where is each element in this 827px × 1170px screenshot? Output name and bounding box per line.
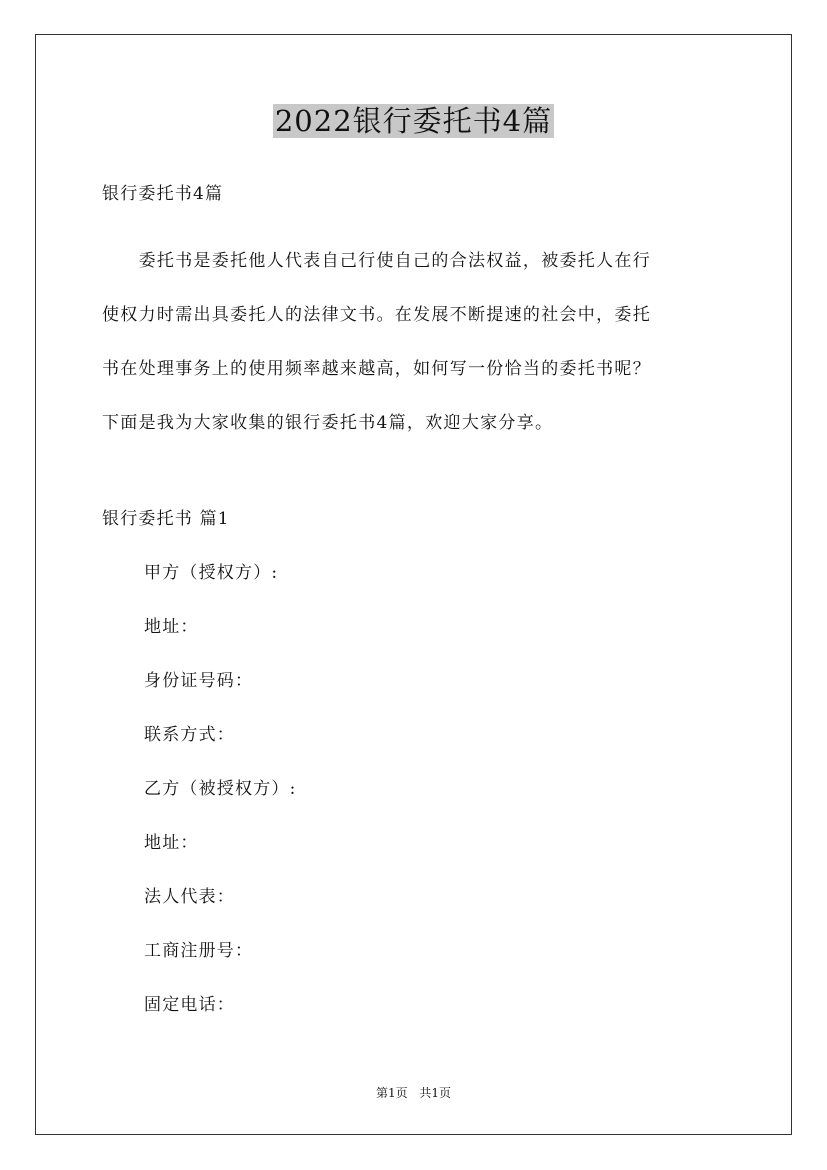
intro-line: 下面是我为大家收集的银行委托书4篇，欢迎大家分享。: [102, 413, 554, 433]
document-subtitle: 银行委托书4篇: [102, 184, 224, 204]
field-id-number: 身份证号码：: [144, 671, 254, 691]
intro-line: 书在处理事务上的使用频率越来越高，如何写一份恰当的委托书呢？: [102, 359, 651, 379]
field-address-a: 地址：: [144, 617, 199, 637]
intro-paragraph: [102, 234, 730, 450]
intro-line: 委托书是委托他人代表自己行使自己的合法权益，被委托人在行: [102, 251, 651, 271]
document-title-wrap: [0, 100, 827, 142]
field-legal-rep: 法人代表：: [144, 887, 235, 907]
document-title: 2022银行委托书4篇: [274, 104, 553, 138]
field-contact: 联系方式：: [144, 725, 235, 745]
section-heading: 银行委托书 篇1: [102, 509, 230, 529]
field-party-b: 乙方（被授权方）:: [144, 779, 297, 799]
field-address-b: 地址：: [144, 833, 199, 853]
field-phone: 固定电话：: [144, 995, 235, 1015]
field-business-reg: 工商注册号：: [144, 941, 254, 961]
field-party-a: 甲方（授权方）:: [144, 563, 279, 583]
page-footer: [0, 1084, 827, 1101]
intro-line: 使权力时需出具委托人的法律文书。在发展不断提速的社会中，委托: [102, 305, 651, 325]
page-current: 第1页: [375, 1086, 408, 1100]
page-total: 共1页: [419, 1086, 452, 1100]
